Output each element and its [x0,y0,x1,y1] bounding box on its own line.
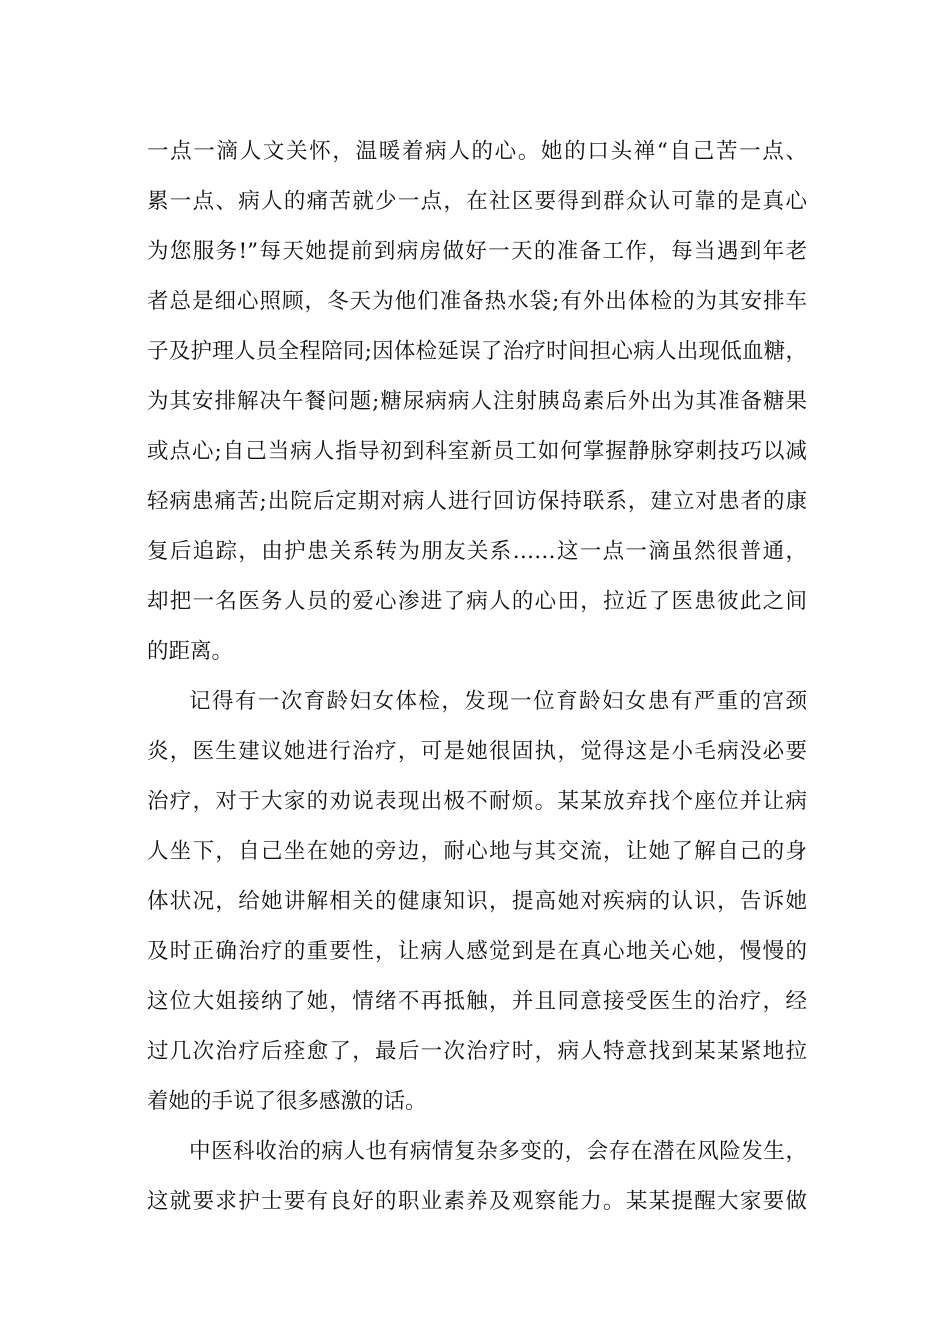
text-line: 为其安排解决午餐问题;糖尿病病人注射胰岛素后外出为其准备糖果 [147,389,807,414]
text-line: 着她的手说了很多感激的话。 [147,1089,427,1114]
text-line: 为您服务!”每天她提前到病房做好一天的准备工作，每当遇到年老 [147,239,807,264]
text-line: 这就要求护士要有良好的职业素养及观察能力。某某提醒大家要做 [147,1189,807,1214]
text-line: 子及护理人员全程陪同;因体检延误了治疗时间担心病人出现低血糖， [147,339,807,364]
text-line: 人坐下，自己坐在她的旁边，耐心地与其交流，让她了解自己的身 [147,839,807,864]
text-line: 轻病患痛苦;出院后定期对病人进行回访保持联系，建立对患者的康 [147,489,807,514]
paragraph-first-line: 中医科收治的病人也有病情复杂多变的，会存在潜在风险发生， [189,1139,807,1164]
text-line: 却把一名医务人员的爱心渗进了病人的心田，拉近了医患彼此之间 [147,589,807,614]
text-line: 治疗，对于大家的劝说表现出极不耐烦。某某放弃找个座位并让病 [147,789,807,814]
text-line: 累一点、病人的痛苦就少一点，在社区要得到群众认可靠的是真心 [147,189,807,214]
text-line: 一点一滴人文关怀，温暖着病人的心。她的口头禅“自己苦一点、 [147,139,807,164]
text-line: 过几次治疗后痊愈了，最后一次治疗时，病人特意找到某某紧地拉 [147,1039,807,1064]
text-line: 这位大姐接纳了她，情绪不再抵触，并且同意接受医生的治疗，经 [147,989,807,1014]
text-line: 体状况，给她讲解相关的健康知识，提高她对疾病的认识，告诉她 [147,889,807,914]
text-line: 或点心;自己当病人指导初到科室新员工如何掌握静脉穿刺技巧以减 [147,439,807,464]
paragraph-first-line: 记得有一次育龄妇女体检，发现一位育龄妇女患有严重的宫颈 [189,689,807,714]
text-line: 及时正确治疗的重要性，让病人感觉到是在真心地关心她，慢慢的 [147,939,807,964]
text-line: 炎，医生建议她进行治疗，可是她很固执，觉得这是小毛病没必要 [147,739,807,764]
text-line: 的距离。 [147,639,234,664]
text-line: 复后追踪，由护患关系转为朋友关系……这一点一滴虽然很普通， [147,539,807,564]
text-line: 者总是细心照顾，冬天为他们准备热水袋;有外出体检的为其安排车 [147,289,807,314]
